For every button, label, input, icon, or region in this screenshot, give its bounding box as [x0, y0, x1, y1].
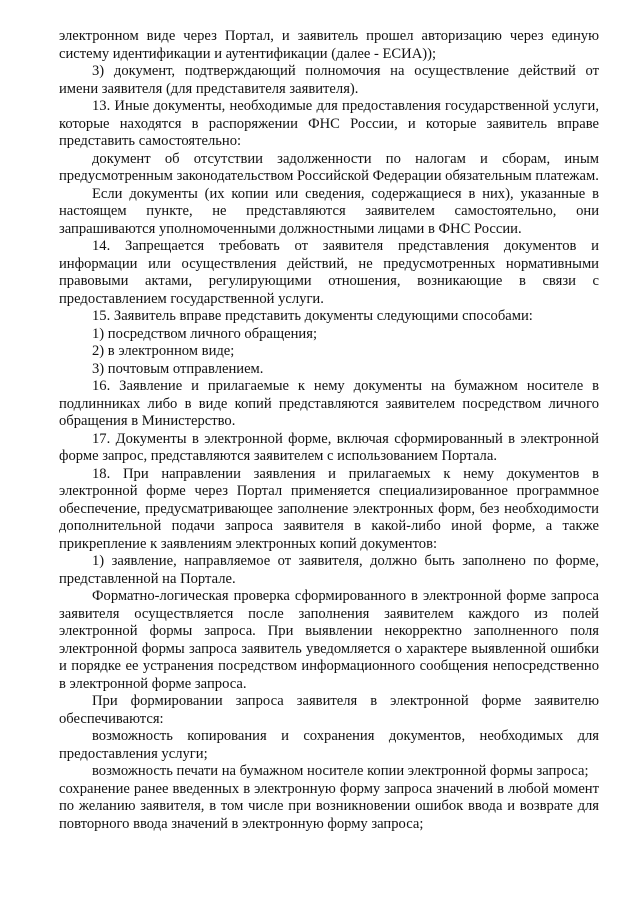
document-page	[59, 28, 599, 833]
paragraph-print-ability: возможность печати на бумажном носителе копии электронной формы запроса;	[92, 763, 589, 779]
paragraph-17: 17. Документы в электронной форме, включая сформированный в электронной форме запрос, представляются заявителем с использованием Портала.	[59, 430, 599, 464]
paragraph-16: 16. Заявление и прилагаемые к нему документы на бумажном носителе в подлинниках либо в виде копий представляются заявителем посредством личного обращения в Министерство.	[59, 378, 599, 429]
paragraph-save-entered-values: сохранение ранее введенных в электронную форму запроса значений в любой момент по желанию заявителя, в том числе при возникновении ошибок ввода и возврате для повторного ввода значений в электронную форму запроса;	[59, 780, 599, 832]
paragraph-18-item-1: 1) заявление, направляемое от заявителя, должно быть заполнено по форме, представленной на Портале.	[59, 553, 599, 587]
paragraph-15-item-2: 2) в электронном виде;	[92, 343, 235, 359]
paragraph-18: 18. При направлении заявления и прилагаемых к нему документов в электронной форме через Портал применяется специализированное программное обеспечение, предусматривающее заполнение электронных форм, без необходимости дополнительной подачи запроса заявителя в какой-либо иной форме, а также прикрепление к заявлениям электронных копий документов:	[59, 465, 599, 552]
paragraph-13: 13. Иные документы, необходимые для предоставления государственной услуги, которые находятся в распоряжении ФНС России, и которые заявитель вправе представить самостоятельно:	[59, 98, 599, 149]
paragraph-13-request-note: Если документы (их копии или сведения, содержащиеся в них), указанные в настоящем пункте, не представляются заявителем самостоятельно, они запрашиваются уполномоченными должностными лицами в ФНС России.	[59, 185, 599, 237]
paragraph-15-item-1: 1) посредством личного обращения;	[92, 325, 318, 342]
paragraph-format-logic-check: Форматно-логическая проверка сформированного в электронной форме запроса заявителя осуществляется после заполнения заявителем каждого из полей электронной формы запроса. При выявлении некорректно заполненного поля электронной формы запроса заявитель уведомляется о характере выявленной ошибки и порядке ее устранения посредством информационного сообщения непосредственно в электронной форме запроса.	[59, 588, 599, 692]
paragraph-14: 14. Запрещается требовать от заявителя представления документов и информации или осуществления действий, не предусмотренных нормативными правовыми актами, регулирующими отношения, возникающие в связи с предоставлением государственной услуги.	[59, 238, 599, 307]
paragraph-15-item-3: 3) почтовым отправлением.	[92, 360, 264, 377]
paragraph-15: 15. Заявитель вправе представить документы следующими способами:	[92, 308, 533, 324]
paragraph-esia-continuation: электронном виде через Портал, и заявитель прошел авторизацию через единую систему идентификации и аутентификации (далее - ЕСИА));	[59, 28, 599, 62]
paragraph-item-3-authority-document: 3) документ, подтверждающий полномочия на осуществление действий от имени заявителя (для представителя заявителя).	[59, 63, 599, 97]
paragraph-request-forming: При формировании запроса заявителя в электронной форме заявителю обеспечиваются:	[59, 693, 599, 727]
paragraph-copy-save-ability: возможность копирования и сохранения документов, необходимых для предоставления услуги;	[59, 728, 599, 762]
paragraph-13-debt-document: документ об отсутствии задолженности по налогам и сборам, иным предусмотренным законодательством Российской Федерации обязательным платежам.	[59, 150, 599, 184]
